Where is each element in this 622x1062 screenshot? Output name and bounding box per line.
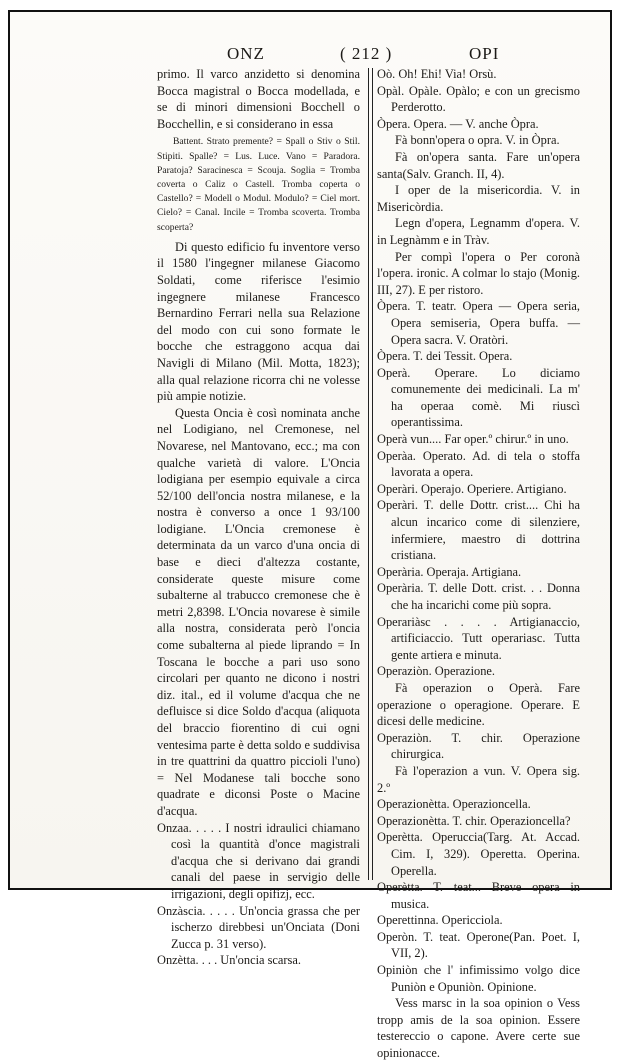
header-right-guide-word: OPI — [469, 44, 500, 63]
entry-onzetta: Onzètta. . . . Un'oncia scarsa. — [157, 953, 301, 968]
column-divider — [368, 68, 373, 880]
entry-operazion-chir: Operaziòn. T. chir. Operazione chirurgica. — [377, 730, 580, 762]
phrase-oper-misericordia: I oper de la misericordia. V. in Misericòrdia. — [377, 183, 580, 214]
entry-operetta-teat: Operètta. T. teat... Breve opera in musica. — [377, 880, 580, 911]
entry-opinion: Opiniòn che l' infimissimo volgo dice Puniòn e Opuniòn. Opinione. — [377, 963, 580, 994]
entry-opera-vun: Operà vun.... Far oper.º chirur.º in uno. — [377, 432, 569, 447]
header-left-guide-word: ONZ — [227, 44, 265, 63]
phrase-fa-bonn-opera: Fà bonn'opera o opra. V. in Òpra. — [395, 133, 560, 148]
entry-oo: Oò. Oh! Ehi! Via! Orsù. — [377, 67, 497, 81]
entry-opera-tessit: Òpera. T. dei Tessit. Opera. — [377, 349, 513, 364]
entry-operari: Operàri. Operajo. Operiere. Artigiano. — [377, 481, 567, 496]
entry-operaria: Operària. Operaja. Artigiana. — [377, 564, 522, 579]
entry-operon: Operòn. T. teat. Operone(Pan. Poet. I, VII, 2). — [377, 929, 580, 961]
entry-opera-teatr: Òpera. T. teatr. Opera — Opera seria, Opera semiseria, Opera buffa. — Opera sacra. V. Oratòri. — [377, 299, 580, 347]
entry-operazionetta-chir: Operazionètta. T. chir. Operazioncella? — [377, 813, 571, 828]
page-frame — [8, 10, 612, 1061]
entry-operazionetta: Operazionètta. Operazioncella. — [377, 797, 531, 812]
paragraph-inventor: Di questo edificio fu inventore verso il 1580 l'ingegner milanese Giacomo Soldati, come riferisce l'esimio ingegnere milanese Francesco Bernardino Ferrari nella sua Relazione del modo con cui sono formate le bocche che estraggono acqua dai Navigli di Milano (Mil. Motta, 1823); alla qual relazione ricorra chi ne volesse più ampie notizie. — [157, 239, 360, 404]
right-column — [377, 66, 580, 1062]
small-print-note — [157, 135, 360, 234]
entry-operari-dottr: Operàri. T. delle Dottr. crist.... Chi ha alcun incarico come di silenziere, infermiere, maestro di dottrina cristiana. — [377, 498, 580, 563]
entry-onzascia: Onzàscia. . . . . Un'oncia grassa che per ischerzo direbbesi un'Onciata (Doni Zucca p. 31 verso). — [157, 903, 360, 951]
entry-operazion: Operaziòn. Operazione. — [377, 664, 495, 679]
dictionary-page — [10, 12, 610, 1061]
phrase-legn-d-opera: Legn d'opera, Legnamm d'opera. V. in Legnàmm e in Tràv. — [377, 216, 580, 247]
paragraph-oncia-variants: Questa Oncia è così nominata anche nel Lodigiano, nel Cremonese, nel Novarese, nel Mantovano, ecc.; ma con qualche varietà di valore. L'Oncia lodigiana per esempio equivale a circa 52/100 dell'oncia nostra milanese, e la nostra è converso a once 1 93/100 lodigiane. L'Oncia cremonese è determinata da un varco d'una oncia di base e dieci d'altezza costante, considerate queste misure come subalterne al trabucco cremonese che è metri 2,8398. L'Oncia novarese è simile alla nostra, considerata però l'oncia come subalterna al piede liprando = In Toscana le bocche a pari uso sono circolari per quanto ne dicono i nostri diz. ital., ed il volume d'acqua che ne defluisce si dice Soldo d'acqua (aliquota del braccio fiorentino di cui ogni ventesima parte è detta soldo e suddivisa in tre quattrini da quattro piccioli l'uno) = Nel Modanese tali bocche sono quadrate e diconsi Poste o Macine d'acqua. — [157, 405, 360, 818]
entry-operetta: Operètta. Operuccia(Targ. At. Accad. Cim. I, 329). Operetta. Operina. Operella. — [377, 830, 580, 878]
note-text: Battent. Strato premente? = Spall o Stiv o Stil. Stipiti. Spalle? = Lus. Luce. Vano = Paradora. Paratoja? Saracinesca = Scouja. Soglia = Tromba coverta o Caliz o Castell. Tromba coperta o Castello? = Modell o Modul. Modulo? = Ciel mort. Cielo? = Canal. Incile = Tromba scoverta. Tromba scoperta? — [157, 136, 360, 233]
phrase-per-compi-l-opera: Per compì l'opera o Per coronà l'opera. ironic. A colmar lo stajo (Monig. III, 27). E per ristoro. — [377, 249, 580, 297]
entry-opera: Òpera. Opera. — V. anche Òpra. — [377, 116, 539, 131]
phrase-fa-on-opera-santa: Fà on'opera santa. Fare un'opera santa(Salv. Granch. II, 4). — [377, 149, 580, 181]
entry-opal: Opàl. Opàle. Opàlo; e con un grecismo Perderotto. — [377, 83, 580, 115]
entry-operettinna: Operettinna. Opericciola. — [377, 913, 503, 928]
entry-operaa: Operàa. Operato. Ad. di tela o stoffa lavorata a opera. — [377, 448, 580, 480]
entry-opera-verb: Operà. Operare. Lo diciamo comunemente dei medicinali. La m' ha operaa comè. Mi riuscì operantissima. — [377, 365, 580, 430]
entry-operariasc: Operariàsc . . . . Artigianaccio, artificiaccio. Tutt operariasc. Tutta gente artiera e minuta. — [377, 614, 580, 662]
left-column — [157, 66, 360, 969]
paragraph-continuation: primo. Il varco anzidetto si denomina Bocca magistral o Bocca modellada, e se di minori dimensioni Bocchell o Bocchellin, e si considerano in essa — [157, 67, 360, 131]
entry-operaria-dott: Operària. T. delle Dott. crist. . . Donna che ha incarichi come più sopra. — [377, 581, 580, 612]
entry-onzaa: Onzaa. . . . . I nostri idraulici chiamano così la quantità d'once magistrali d'acqua che si derivano dai grandi canali del paese in servigio delle irrigazioni, degli opifizj, ecc. — [157, 820, 360, 901]
page-number: ( 212 ) — [340, 44, 393, 63]
phrase-fa-operazion: Fà operazion o Operà. Fare operazione o operagione. Operare. E dicesi delle medicine. — [377, 680, 580, 729]
phrase-fa-l-operazion: Fà l'operazion a vun. V. Opera sig. 2.º — [377, 763, 580, 795]
phrase-vess-marsc: Vess marsc in la soa opinion o Vess tropp amis de la soa opinion. Essere testereccio o capone. Avere certe sue opinionacce. — [377, 996, 580, 1061]
running-header — [10, 44, 610, 68]
